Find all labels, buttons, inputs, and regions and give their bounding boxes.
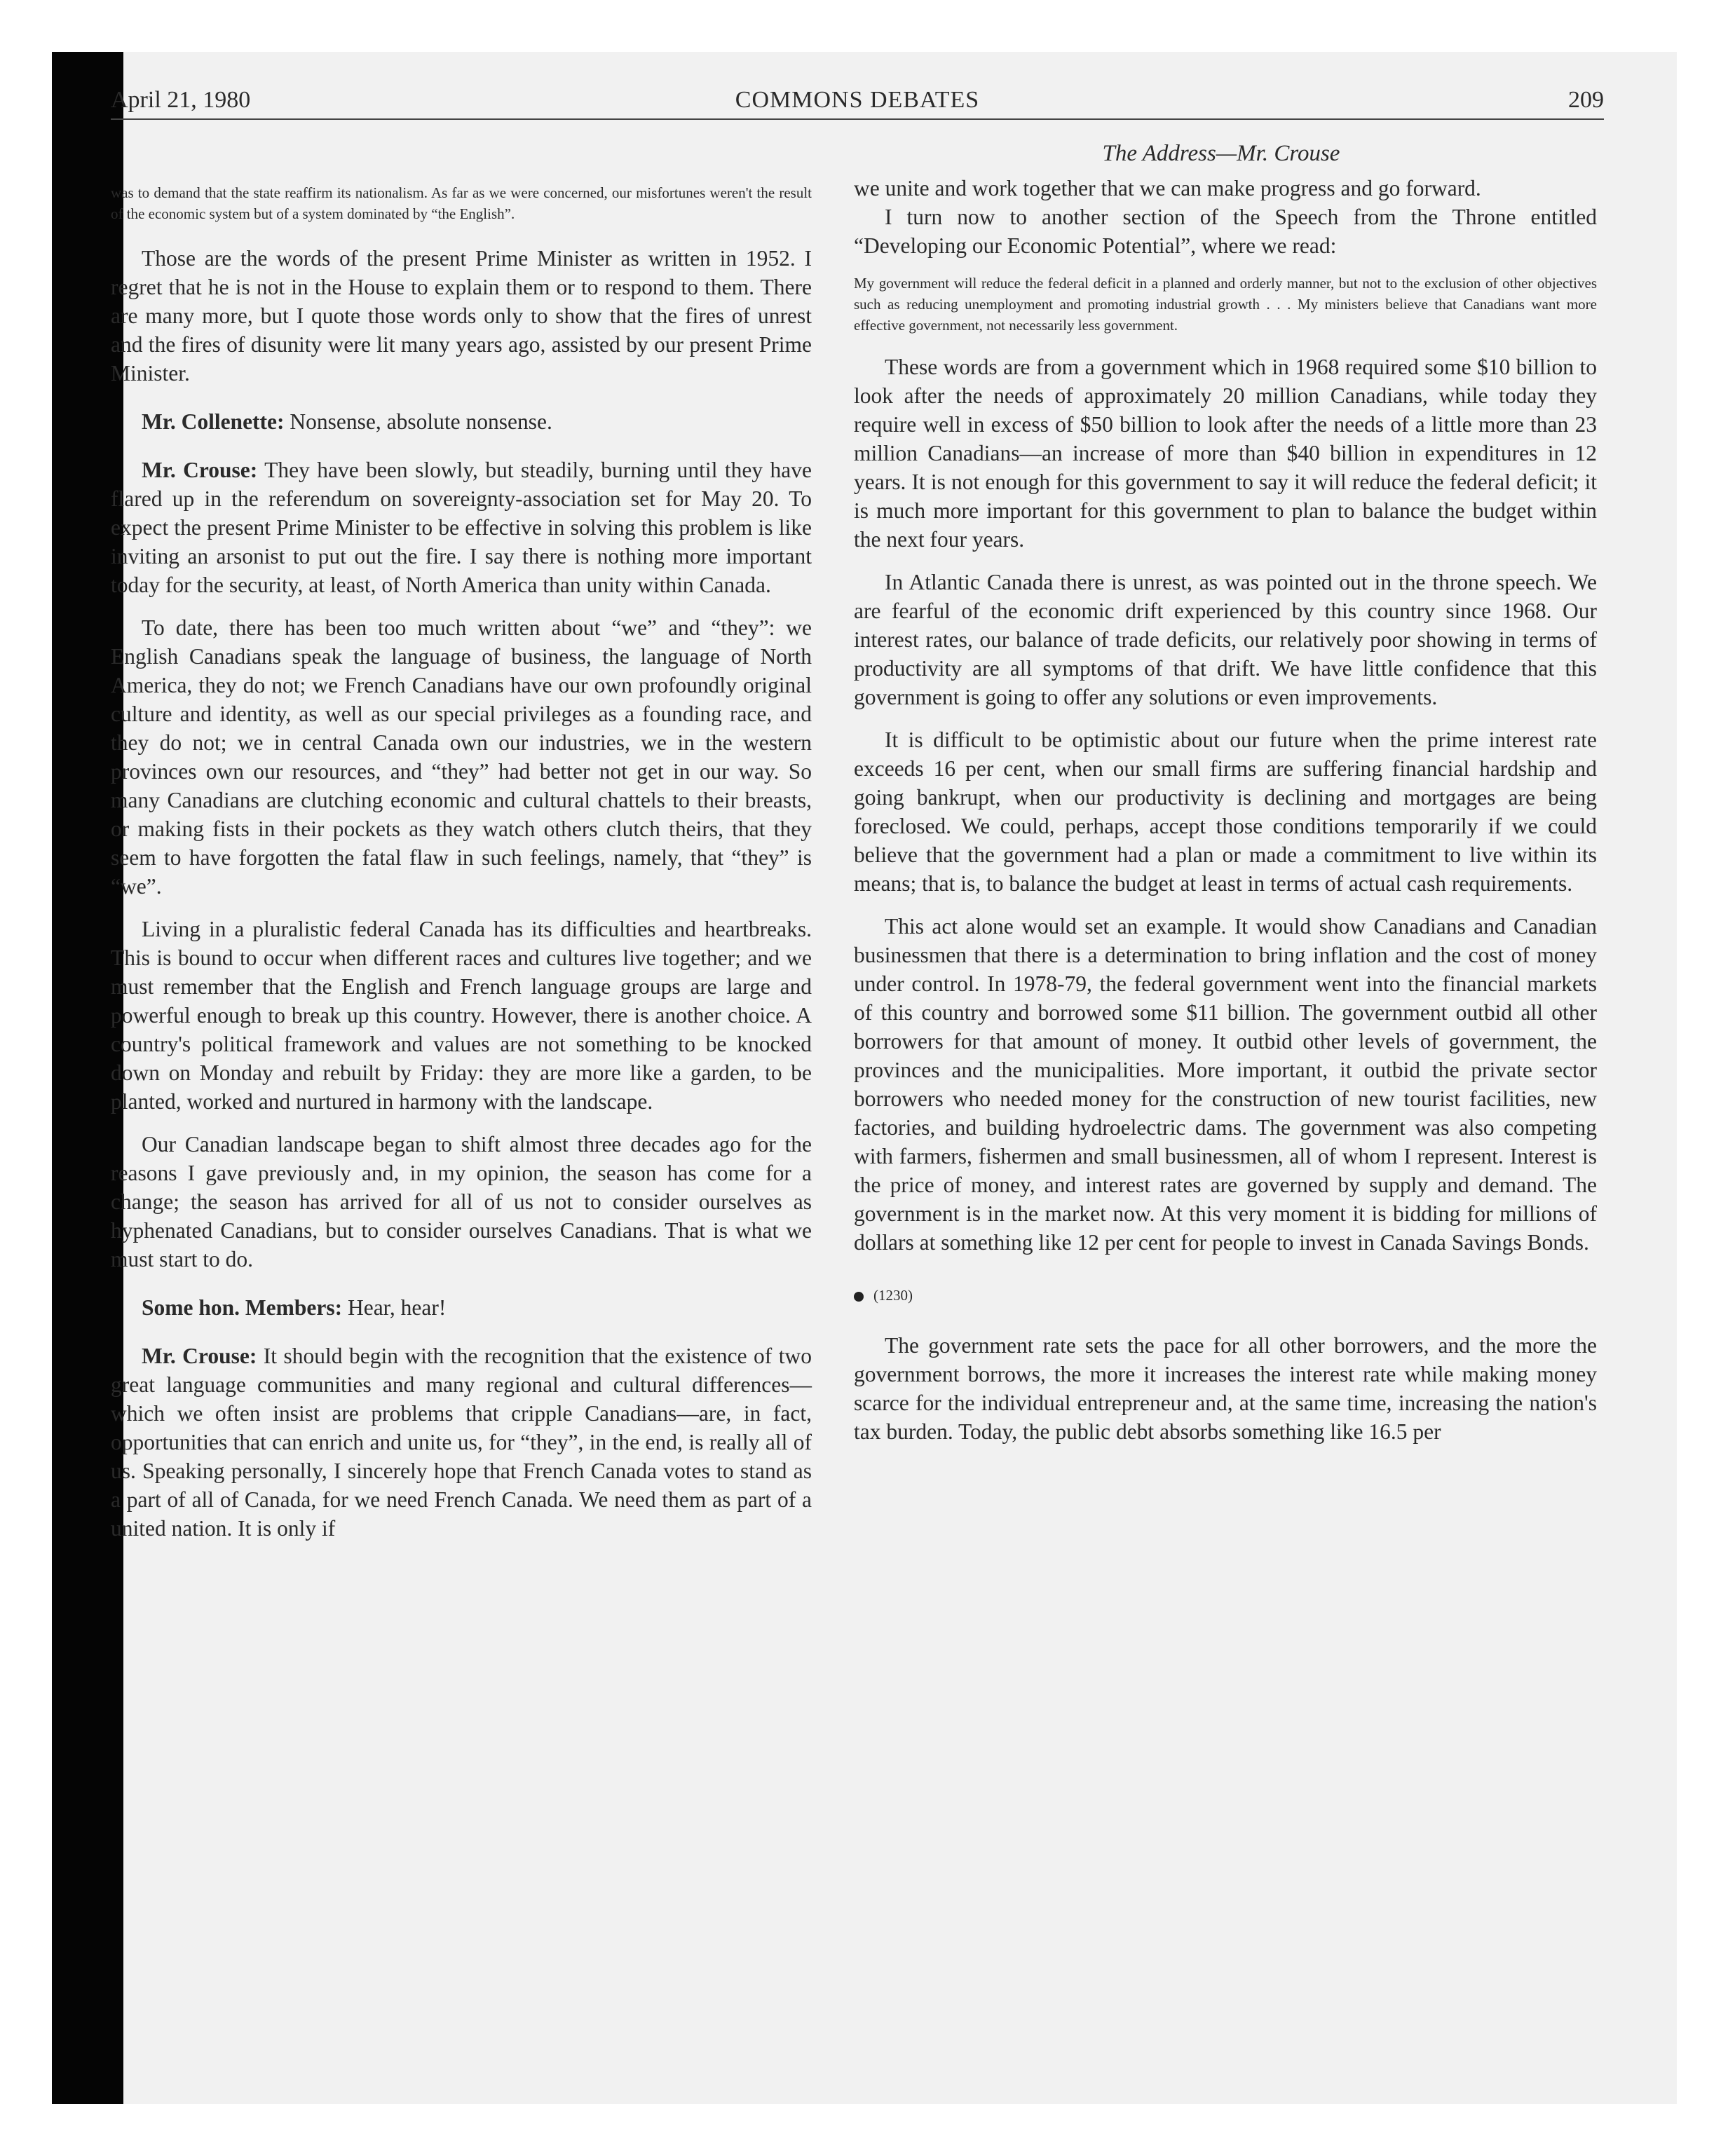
right-column — [854, 174, 1597, 1446]
speech-collenette — [111, 407, 812, 436]
quote-text: was to demand that the state reaffirm its nationalism. As far as we were concerned, our misfortunes weren't the result of the economic system but of a system dominated by “the English”. — [111, 184, 812, 222]
speech-crouse — [111, 456, 812, 599]
paragraph: The government rate sets the pace for all other borrowers, and the more the government borrows, the more it increases the interest rate while making money scarce for the individual entrepreneur and, at the same time, increasing the nation's tax burden. Today, the public debt absorbs something like 16.5 per — [854, 1333, 1597, 1444]
running-head: The Address—Mr. Crouse — [1102, 141, 1340, 166]
paragraph: In Atlantic Canada there is unrest, as was pointed out in the throne speech. We are fearful of the economic drift experienced by this country since 1968. Our interest rates, our balance of trade deficits, our relatively poor showing in terms of productivity are all symptoms of that drift. We have little confidence that this government is going to offer any solutions or even improvements. — [854, 570, 1597, 709]
speech-text: It should begin with the recognition that the existence of two great language communities and many regional and cultural differences—which we often insist are problems that cripple Canadians—are, in fact, opportunities that can enrich and unite us, for “they”, in the end, is really all of us. Speaking personally, I sincerely hope that French Canada votes to stand as a part of all of Canada, for we need French Canada. We need them as part of a united nation. It is only if — [111, 1344, 812, 1541]
left-column — [111, 182, 812, 1543]
header-title: COMMONS DEBATES — [735, 87, 980, 113]
header-rule — [111, 118, 1604, 120]
paragraph: These words are from a government which in 1968 required some $10 billion to look after the needs of approximately 20 million Canadians, while today they require well in excess of $50 billion to look after the needs of a little more than 23 million Canadians—an increase of more than $40 billion in expenditures in 12 years. It is not enough for this government to say it will reduce the federal deficit; it is much more important for this government to plan to balance the budget within the next four years. — [854, 355, 1597, 552]
speech-crouse — [111, 1342, 812, 1543]
paragraph: I turn now to another section of the Speech from the Throne entitled “Developing our Economic Potential”, where we read: — [854, 205, 1597, 258]
time-marker — [854, 1285, 1597, 1306]
paragraph: It is difficult to be optimistic about our future when the prime interest rate exceeds 16 per cent, when our small firms are suffering financial hardship and going bankrupt, when our productivity is declining and mortgages are being foreclosed. We could, perhaps, accept those conditions temporarily if we could believe that the government had a plan or made a commitment to live within its means; that is, to balance the budget at least in terms of actual cash requirements. — [854, 728, 1597, 896]
speech-members — [111, 1293, 812, 1322]
speaker-name: Mr. Collenette: — [142, 409, 285, 434]
paragraph: This act alone would set an example. It would show Canadians and Canadian businessmen that there is a determination to bring inflation and the cost of money under control. In 1978-79, the federal government went into the financial markets of this country and borrowed some $11 billion. The government outbid all other borrowers for that amount of money. It outbid other levels of government, the provinces and the municipalities. More important, it outbid the private sector borrowers who needed money for the construction of new tourist facilities, new factories, and building hydroelectric dams. The government was also competing with farmers, fishermen and small businessmen, all of whom I represent. Interest is the price of money, and interest rates are governed by supply and demand. The government is in the market now. At this very moment it is bidding for millions of dollars at something like 12 per cent for people to invest in Canada Savings Bonds. — [854, 914, 1597, 1255]
paragraph: we unite and work together that we can make progress and go forward. — [854, 176, 1481, 200]
page-number: 209 — [1568, 87, 1604, 113]
paragraph: To date, there has been too much written about “we” and “they”: we English Canadians speak the language of business, the language of North America, they do not; we French Canadians have our own profoundly original culture and identity, as well as our special privileges as a founding race, and they do not; we in central Canada own our industries, we in the western provinces own our resources, and “they” had better not get in our way. So many Canadians are clutching economic and cultural chattels to their breasts, or making fists in their pockets as they watch others clutch theirs, that they seem to have forgotten the fatal flaw in such feelings, namely, that “they” is “we”. — [111, 615, 812, 899]
speaker-name: Mr. Crouse: — [142, 1344, 257, 1368]
time-marker-text: (1230) — [873, 1287, 913, 1304]
quote-text: My government will reduce the federal deficit in a planned and orderly manner, but not to the exclusion of other objectives such as reducing unemployment and promoting industrial growth . . . My ministers believe that Canadians want more effective government, not necessarily less government. — [854, 275, 1597, 334]
paragraph: Our Canadian landscape began to shift almost three decades ago for the reasons I gave previously and, in my opinion, the season has come for a change; the season has arrived for all of us not to consider ourselves as hyphenated Canadians, but to consider ourselves Canadians. That is what we must start to do. — [111, 1132, 812, 1271]
page-header — [111, 86, 1604, 128]
header-date: April 21, 1980 — [111, 87, 251, 113]
speech-text: Hear, hear! — [347, 1295, 447, 1320]
speech-text: They have been slowly, but steadily, burning until they have flared up in the referendum on sovereignty-association set for May 20. To expect the present Prime Minister to be effective in solving this problem is like inviting an arsonist to put out the fire. I say there is nothing more important today for the security, at least, of North America than unity within Canada. — [111, 458, 812, 597]
speech-text: Nonsense, absolute nonsense. — [290, 409, 552, 434]
quoted-passage — [111, 182, 812, 224]
bullet-icon — [854, 1292, 864, 1302]
speaker-name: Mr. Crouse: — [142, 458, 258, 482]
paragraph: Living in a pluralistic federal Canada has its difficulties and heartbreaks. This is bound to occur when different races and cultures live together; and we must remember that the English and French language groups are large and powerful enough to break up this country. However, there is another choice. A country's political framework and values are not something to be knocked down on Monday and rebuilt by Friday: they are more like a garden, to be planted, worked and nurtured in harmony with the landscape. — [111, 917, 812, 1114]
quoted-passage — [854, 273, 1597, 336]
speaker-name: Some hon. Members: — [142, 1295, 343, 1320]
paragraph: Those are the words of the present Prime Minister as written in 1952. I regret that he is not in the House to explain them or to respond to them. There are many more, but I quote those words only to show that the fires of unrest and the fires of disunity were lit many years ago, assisted by our present Prime Minister. — [111, 246, 812, 386]
